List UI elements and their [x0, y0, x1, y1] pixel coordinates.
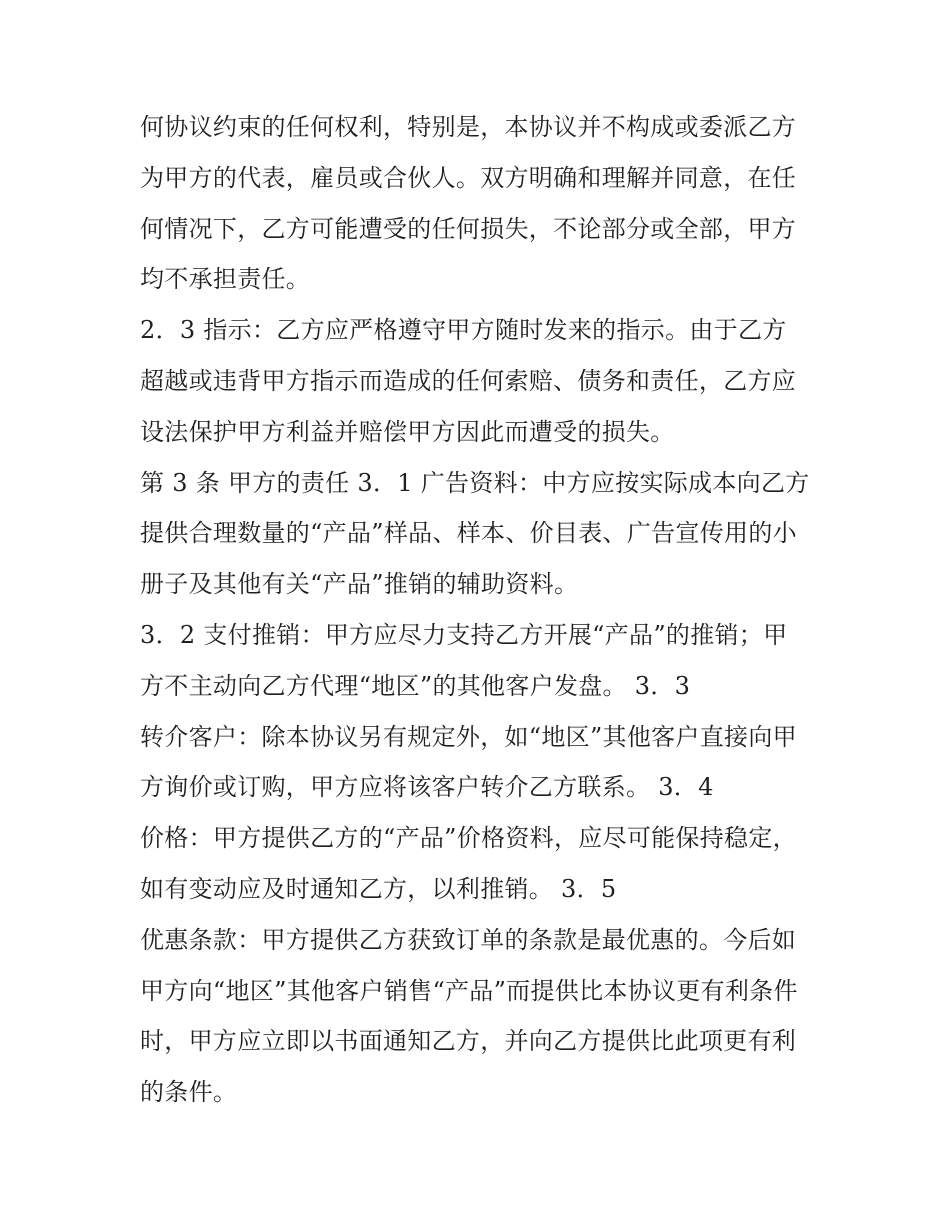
text-line: 提供合理数量的“产品”样品、样本、价目表、广告宣传用的小	[140, 519, 797, 548]
text-line: 3．2 支付推销：甲方应尽力支持乙方开展“产品”的推销；甲	[140, 620, 788, 649]
text-line: 优惠条款：甲方提供乙方获致订单的条款是最优惠的。今后如	[140, 925, 797, 954]
text-line: 何情况下，乙方可能遭受的任何损失，不论部分或全部，甲方	[140, 214, 797, 243]
text-line: 均不承担责任。	[140, 265, 311, 294]
document-body	[140, 102, 830, 1118]
text-line: 转介客户：除本协议另有规定外，如“地区”其他客户直接向甲	[140, 722, 797, 751]
text-line: 超越或违背甲方指示而造成的任何索赔、债务和责任，乙方应	[140, 366, 797, 395]
text-line: 价格：甲方提供乙方的“产品”价格资料，应尽可能保持稳定，	[140, 824, 797, 853]
text-line: 如有变动应及时通知乙方，以利推销。 3．5	[140, 874, 617, 903]
text-line: 方不主动向乙方代理“地区”的其他客户发盘。 3．3	[140, 671, 691, 700]
text-line: 的条件。	[140, 1078, 238, 1107]
text-line: 为甲方的代表，雇员或合伙人。双方明确和理解并同意，在任	[140, 163, 797, 192]
text-line: 甲方向“地区”其他客户销售“产品”而提供比本协议更有利条件	[140, 976, 798, 1005]
text-line: 第 3 条 甲方的责任 3．1 广告资料：中方应按实际成本向乙方	[140, 468, 810, 497]
text-line: 时，甲方应立即以书面通知乙方，并向乙方提供比此项更有利	[140, 1027, 797, 1056]
text-line: 2．3 指示：乙方应严格遵守甲方随时发来的指示。由于乙方	[140, 316, 787, 345]
text-line: 设法保护甲方利益并赔偿甲方因此而遭受的损失。	[140, 417, 675, 446]
text-line: 方询价或订购，甲方应将该客户转介乙方联系。 3．4	[140, 773, 714, 802]
text-line: 册子及其他有关“产品”推销的辅助资料。	[140, 570, 579, 599]
text-line: 何协议约束的任何权利，特别是，本协议并不构成或委派乙方	[140, 113, 797, 141]
